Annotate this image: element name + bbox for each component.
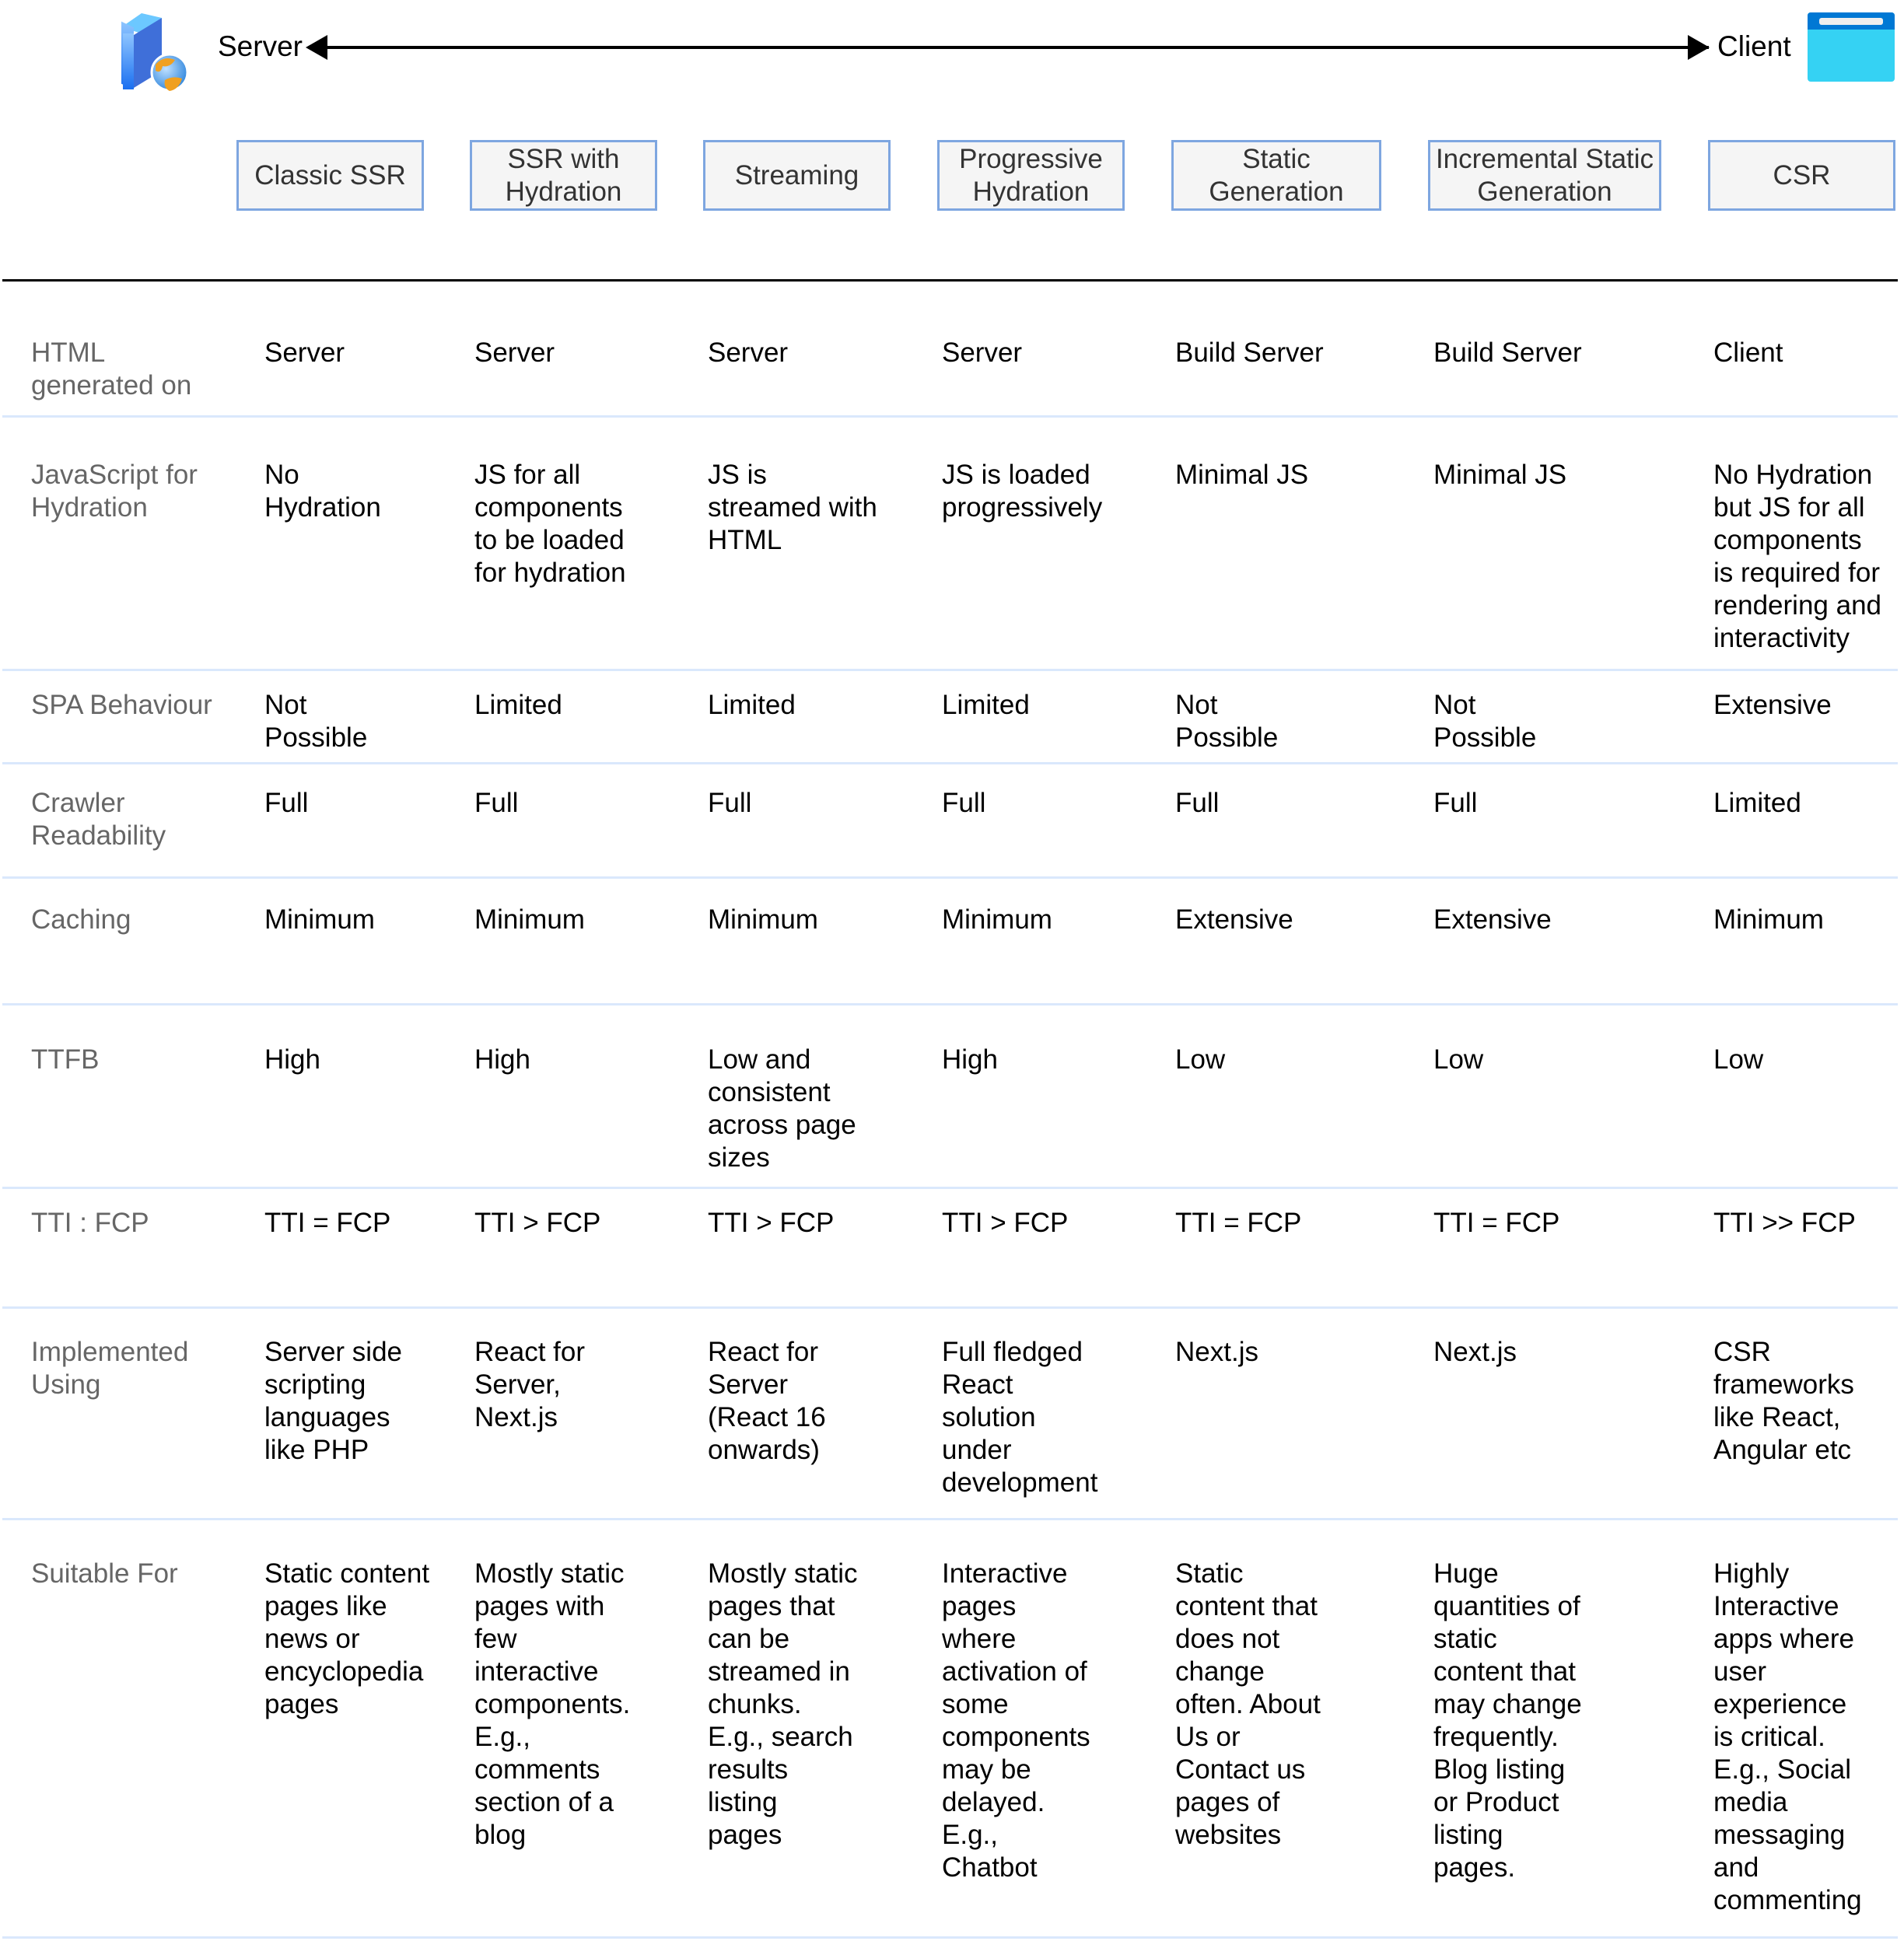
table-cell: Minimum — [264, 904, 375, 935]
table-cell: React for Server, Next.js — [474, 1337, 585, 1432]
table-cell: Interactive pages where activation of some components may be delayed. E.g., Chatbot — [942, 1558, 1090, 1883]
table-cell: Minimal JS — [1433, 460, 1567, 490]
column-header-csr: CSR — [1708, 140, 1895, 211]
table-cell: Server — [942, 337, 1023, 368]
column-header-ssr-hydration: SSR with Hydration — [470, 140, 657, 211]
table-cell: React for Server (React 16 onwards) — [708, 1337, 826, 1465]
row-divider — [2, 415, 1898, 418]
table-cell: Server — [264, 337, 345, 368]
table-cell: Client — [1713, 337, 1783, 368]
server-label: Server — [218, 30, 303, 62]
row-label: HTML generated on — [31, 337, 192, 400]
table-cell: JS is streamed with HTML — [708, 460, 877, 555]
column-header-streaming: Streaming — [703, 140, 891, 211]
table-cell: No Hydration but JS for all components is required for rendering and interactivity — [1713, 460, 1881, 653]
table-cell: Limited — [1713, 788, 1801, 818]
server-client-arrow — [310, 46, 1709, 49]
client-label: Client — [1717, 30, 1791, 62]
table-cell: Minimal JS — [1175, 460, 1309, 490]
table-cell: CSR frameworks like React, Angular etc — [1713, 1337, 1854, 1465]
column-header-static-generation: Static Generation — [1171, 140, 1381, 211]
table-cell: Server — [708, 337, 789, 368]
table-cell: TTI >> FCP — [1713, 1208, 1856, 1238]
row-label: Caching — [31, 904, 131, 935]
row-divider — [2, 1936, 1898, 1939]
row-label: JavaScript for Hydration — [31, 460, 198, 523]
row-label: TTI : FCP — [31, 1208, 149, 1238]
table-cell: Low — [1175, 1044, 1226, 1075]
row-divider — [2, 876, 1898, 879]
arrow-right-head-icon — [1688, 35, 1710, 60]
table-cell: Minimum — [1713, 904, 1824, 935]
column-header-progressive-hydration: Progressive Hydration — [937, 140, 1125, 211]
row-divider — [2, 762, 1898, 764]
table-cell: Low — [1713, 1044, 1764, 1075]
table-cell: Next.js — [1433, 1337, 1517, 1367]
table-cell: Not Possible — [1175, 690, 1279, 753]
row-label: TTFB — [31, 1044, 100, 1075]
table-cell: TTI > FCP — [942, 1208, 1069, 1238]
table-cell: Server — [474, 337, 555, 368]
table-cell: Full — [708, 788, 752, 818]
server-icon — [117, 2, 194, 92]
table-cell: Low — [1433, 1044, 1484, 1075]
table-cell: Build Server — [1175, 337, 1324, 368]
table-cell: Not Possible — [264, 690, 368, 753]
table-cell: Full fledged React solution under development — [942, 1337, 1098, 1498]
table-cell: Mostly static pages that can be streamed in chunks. E.g., search results listing pages — [708, 1558, 858, 1850]
table-cell: Extensive — [1713, 690, 1832, 720]
table-cell: Highly Interactive apps where user experience is critical. E.g., Social media messaging and commenting — [1713, 1558, 1862, 1915]
table-cell: Next.js — [1175, 1337, 1258, 1367]
table-cell: TTI > FCP — [474, 1208, 601, 1238]
table-cell: JS for all components to be loaded for hydration — [474, 460, 626, 588]
row-label: Implemented Using — [31, 1337, 189, 1400]
table-cell: Low and consistent across page sizes — [708, 1044, 856, 1173]
row-divider — [2, 1187, 1898, 1189]
table-cell: Minimum — [474, 904, 585, 935]
table-cell: Extensive — [1433, 904, 1552, 935]
arrow-left-head-icon — [306, 35, 327, 60]
row-divider — [2, 669, 1898, 671]
table-cell: Static content pages like news or encyclopedia pages — [264, 1558, 430, 1719]
row-label: Suitable For — [31, 1558, 178, 1589]
table-cell: High — [474, 1044, 530, 1075]
column-header-classic-ssr: Classic SSR — [236, 140, 424, 211]
table-cell: Not Possible — [1433, 690, 1537, 753]
table-cell: No Hydration — [264, 460, 381, 523]
row-label: Crawler Readability — [31, 788, 166, 851]
column-header-isr: Incremental Static Generation — [1428, 140, 1661, 211]
table-cell: Full — [1175, 788, 1220, 818]
browser-window-icon — [1808, 12, 1895, 82]
table-cell: Server side scripting languages like PHP — [264, 1337, 403, 1465]
table-cell: High — [264, 1044, 320, 1075]
table-cell: Minimum — [942, 904, 1052, 935]
table-cell: Build Server — [1433, 337, 1582, 368]
table-cell: Full — [474, 788, 519, 818]
row-label: SPA Behaviour — [31, 690, 212, 720]
table-cell: Full — [942, 788, 986, 818]
table-cell: TTI > FCP — [708, 1208, 835, 1238]
row-divider — [2, 1306, 1898, 1309]
table-cell: JS is loaded progressively — [942, 460, 1103, 523]
table-cell: Full — [264, 788, 309, 818]
table-cell: Mostly static pages with few interactive components. E.g., comments section of a blog — [474, 1558, 631, 1850]
table-cell: TTI = FCP — [1175, 1208, 1302, 1238]
table-cell: Static content that does not change often. About Us or Contact us pages of websites — [1175, 1558, 1321, 1850]
table-cell: Huge quantities of static content that may change frequently. Blog listing or Product listing pages. — [1433, 1558, 1582, 1883]
table-cell: Limited — [708, 690, 796, 720]
row-divider — [2, 1518, 1898, 1520]
table-cell: High — [942, 1044, 998, 1075]
table-cell: Limited — [942, 690, 1030, 720]
table-cell: Full — [1433, 788, 1478, 818]
table-cell: Limited — [474, 690, 562, 720]
row-divider — [2, 1003, 1898, 1005]
table-cell: TTI = FCP — [1433, 1208, 1560, 1238]
table-cell: Minimum — [708, 904, 818, 935]
header-divider — [2, 279, 1898, 282]
table-cell: Extensive — [1175, 904, 1293, 935]
table-cell: TTI = FCP — [264, 1208, 391, 1238]
